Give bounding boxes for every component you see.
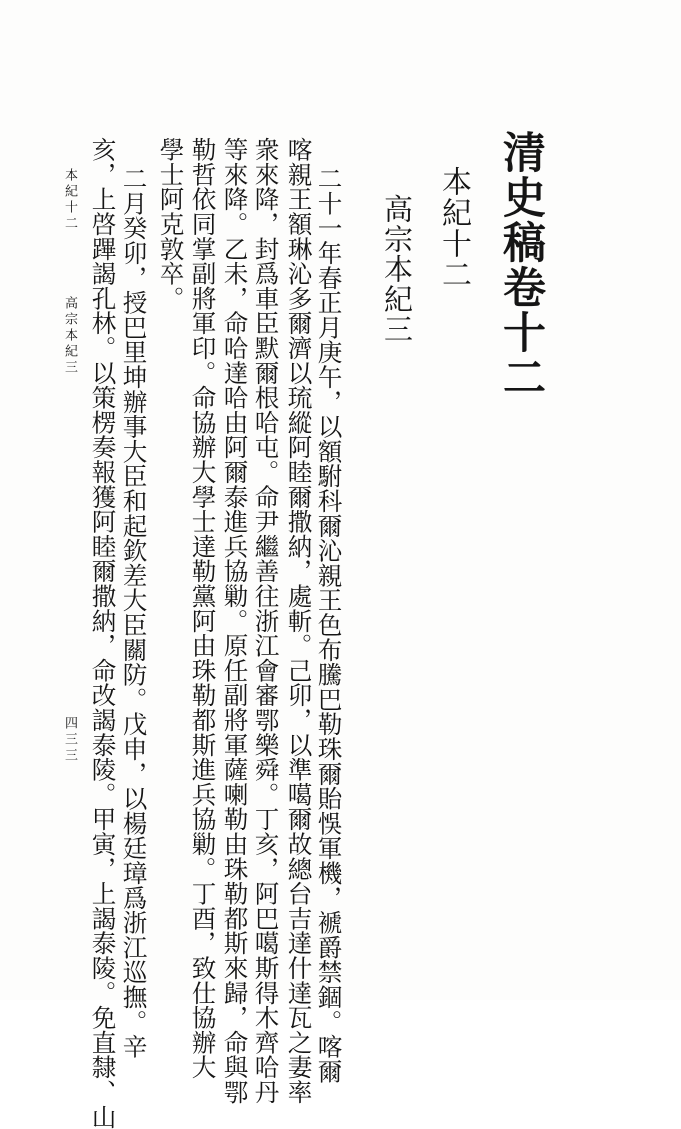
body-line: 勒哲依同掌副將軍印。命協辦大學士達勒黨阿由珠勒都斯進兵協勦。丁酉，致仕協辦大 [188, 137, 218, 1080]
body-line: 亥，上啓蹕謁孔林。以策楞奏報獲阿睦爾撒納，命改謁泰陵。甲寅，上謁泰陵。免直隸、山 [88, 137, 118, 1129]
footer-section: 高宗本紀三 [62, 296, 77, 376]
chapter-heading: 本紀十二 [436, 166, 471, 290]
body-line: 二十一年春正月庚午，以額駙科爾沁親王色布騰巴勒珠爾貽悞軍機，褫爵禁錮。喀爾 [314, 166, 344, 1084]
page-number: 四三三 [62, 716, 77, 764]
body-line: 學士阿克敦卒。 [156, 137, 186, 311]
body-line: 等來降。乙未，命哈達哈由阿爾泰進兵協勦。原任副將軍薩喇勒由珠勒都斯來歸，命與鄂 [220, 137, 250, 1105]
footer-chapter: 本紀十二 [62, 168, 77, 232]
body-line: 衆來降，封爲車臣默爾根哈屯。命尹繼善往浙江會審鄂樂舜。丁亥，阿巴噶斯得木齊哈丹 [251, 137, 281, 1105]
body-line: 二月癸卯，授巴里坤辦事大臣和起欽差大臣關防。戊申，以楊廷璋爲浙江巡撫。辛 [119, 166, 149, 1059]
section-heading: 高宗本紀三 [380, 194, 414, 344]
book-title: 清史稿卷十二 [496, 130, 546, 400]
body-line: 喀親王額琳沁多爾濟以琉縱阿睦爾撒納，處斬。己卯，以準噶爾故總台吉達什達瓦之妻率 [284, 137, 314, 1105]
